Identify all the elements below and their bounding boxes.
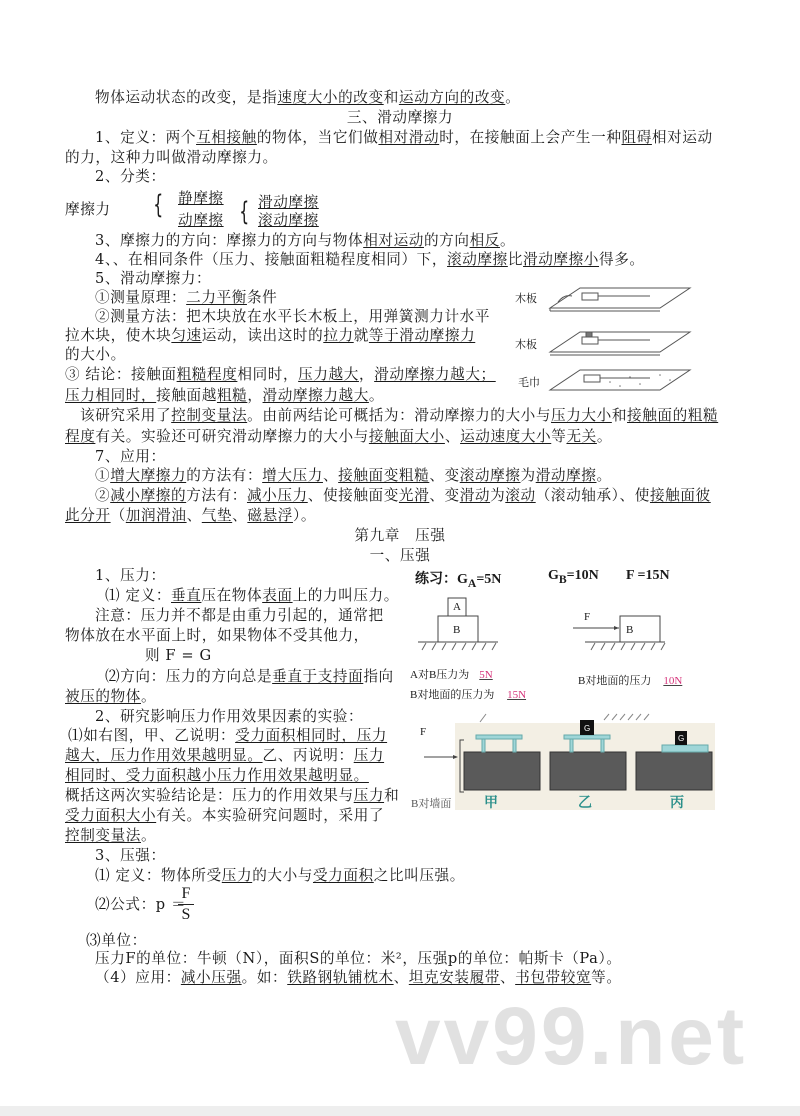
ga-value: =5N [476,572,502,587]
text-segment: 为 [520,467,536,484]
text-segment: ②测量方法：把木块放在水平长木板上，用弹簧测力计水平 [95,308,491,325]
answer-3: 10N [663,675,683,687]
wall-label: B对墙面 [411,798,452,810]
text-segment: 该研究采用了 [80,407,172,424]
text-segment: 5、滑动摩擦力： [95,270,212,287]
page-bottom-edge [0,1106,800,1116]
text-segment: ⑶单位： [86,932,147,949]
text-line [65,507,316,525]
text-line [95,567,166,585]
text-segment: ）。 [292,507,317,524]
text-segment: 。 [596,428,613,445]
text-segment: 的物体，当它们做 [256,129,379,146]
text-segment: 。 [505,89,521,106]
exercise-title: 练习： [415,572,457,587]
underlined-key-term: 控制变量法 [65,827,141,844]
f-value: F =15N [626,568,670,583]
text-segment: 和 [384,787,400,804]
text-segment: 、 [499,969,516,986]
watermark: vv99.net [395,991,748,1082]
text-segment: 的大小与 [252,867,313,884]
underlined-key-term: 滑动摩擦小 [523,251,600,268]
section-heading [0,109,800,127]
underlined-key-term: 被压的物体 [65,688,141,705]
text-segment: 等。 [591,969,622,986]
text-line [65,387,384,405]
text-line [65,627,369,645]
text-line [65,827,156,845]
question-2: B对地面的压力为 [410,689,495,701]
underlined-key-term: 坦克安装履带 [408,969,500,986]
underlined-key-term: 减小摩擦的 [110,487,187,504]
text-segment: ⑵方向：压力的方向总是 [105,668,273,685]
underlined-key-term: 越大，压力作用效果越明显。 [65,747,263,764]
text-line [145,647,212,665]
text-segment: 、 [232,507,248,524]
underlined-key-term: 光滑 [398,487,430,504]
text-segment: 。 [140,688,157,705]
underlined-key-term: 滑动摩擦 [535,467,597,484]
question-1: A对B压力为 [410,669,470,681]
text-segment: 。 [368,387,385,404]
text-segment: 压力F的单位：牛顿（N），面积S的单位：米²，压强p的单位：帕斯卡（Pa）。 [95,950,622,967]
text-line [65,787,399,805]
board-diagrams [540,282,700,397]
text-segment: 比 [507,251,524,268]
text-line [95,847,166,865]
text-line [95,487,711,505]
text-segment: 的大小。 [65,346,126,363]
text-segment: 、 [393,969,409,986]
ga-label: G [457,572,468,587]
text-segment: 之比叫压强。 [373,867,465,884]
underlined-key-term: 增大压力 [262,467,323,484]
text-segment: 物体运动状态的改变，是指 [95,89,278,106]
text-segment: 、使接触面变 [307,487,399,504]
text-line [65,767,369,785]
underlined-key-term: 速度大小的改变 [277,89,384,106]
underlined-key-term: 接触面彼 [649,487,711,504]
text-segment: ③ 结论：接触面 [65,366,177,383]
text-segment: 一、压强 [369,547,431,564]
tree-kinetic: 动摩擦 [178,212,224,229]
underlined-key-term: 等于滑动摩擦力 [368,327,476,344]
text-segment: 2、分类： [95,168,166,185]
underlined-key-term: 接触面大小 [368,428,445,445]
text-segment: 得多。 [599,251,645,268]
text-segment: 相对运动 [651,129,713,146]
text-segment: 方法有： [186,487,247,504]
answer-2: 15N [507,689,527,701]
text-segment: 接触面越 [156,387,217,404]
underlined-key-term: 加润滑油 [125,507,187,524]
text-segment: 概括这两次实验结论是：压力的作用效果与 [65,787,354,804]
underlined-key-term: 滑动摩擦力越大； [374,366,496,383]
text-line [86,932,147,950]
text-segment: 。 [140,827,157,844]
text-segment: ⑴ 定义： [105,587,172,604]
text-segment: 指向 [363,668,394,685]
chapter-heading [0,527,800,545]
underlined-key-term: 压力越大 [298,366,359,383]
text-line [95,308,490,326]
answer-1: 5N [479,669,493,681]
underlined-key-term: 接触面的粗糙 [627,407,719,424]
tree-rolling: 滚动摩擦 [258,212,319,229]
text-line [65,807,384,825]
underlined-key-term: 相对运动 [363,232,424,249]
text-segment: 有关。本实验研究问题时，采用了 [156,807,385,824]
text-segment: 4、、在相同条件（压力、接触面粗糙程度相同）下， [95,251,448,268]
text-line [65,346,126,364]
text-segment: 、 [444,428,461,445]
underlined-key-term: 滑动摩擦力越大 [262,387,369,404]
text-line [95,251,645,269]
text-segment: 、变 [429,487,460,504]
text-segment: 的力，这种力叫做滑动摩擦力。 [65,149,278,166]
underlined-key-term: 无关 [566,428,597,445]
underlined-key-term: 减小压力 [246,487,308,504]
underlined-key-term: 气垫 [201,507,233,524]
weight-label: G [584,724,591,733]
text-segment: 运动，读出这时的 [201,327,324,344]
text-segment: 3、压强： [95,847,166,864]
text-segment: （4）应用： [95,969,181,986]
underlined-key-term: 书包带较宽 [515,969,592,986]
underlined-key-term: 滚动 [505,487,536,504]
text-segment: 。如： [241,969,288,986]
tree-static: 静摩擦 [178,190,224,207]
text-line [95,448,166,466]
underlined-key-term: 受力面积相同时，压力 [235,727,388,744]
text-line [95,168,166,186]
text-segment: ① [95,467,111,484]
underlined-key-term: 垂直 [171,587,202,604]
text-segment: ①测量原理： [95,289,187,306]
underlined-key-term: 控制变量法 [171,407,248,424]
text-segment: 、 [322,467,339,484]
underlined-key-term: 程度 [65,428,96,445]
caption-bing: 丙 [670,796,684,811]
underlined-key-term: 此分开 [65,507,111,524]
text-segment: 条件 [246,289,278,306]
text-line [65,149,278,167]
text-segment: 的方向 [423,232,470,249]
underlined-key-term: 滚动摩擦 [459,467,521,484]
underlined-key-term: 受力面积大小 [65,807,157,824]
text-segment: 2、研究影响压力作用效果因素的实验： [95,708,364,725]
block-a-label: A [453,601,461,613]
text-segment: 。由前两结论可概括为：滑动摩擦力的大小与 [247,407,552,424]
underlined-key-term: 匀速 [171,327,202,344]
underlined-key-term: 运动速度大小 [460,428,552,445]
text-segment: 等 [551,428,567,445]
tree-sliding: 滑动摩擦 [258,194,319,211]
surface-label: 毛巾 [518,377,540,389]
text-segment: 为 [490,487,506,504]
text-line [80,407,718,425]
underlined-key-term: 压力相同时， [65,387,157,404]
force-label: F [584,611,591,623]
surface-label: 木板 [515,339,537,351]
text-segment: ⑵公式：p ＝ [95,896,187,913]
text-segment: 则 F = G [145,647,212,664]
underlined-key-term: 受力面积 [312,867,374,884]
section-heading [0,547,800,565]
text-line [95,607,384,625]
text-line [95,950,622,968]
text-segment: 时，在接触面上会产生一种 [439,129,622,146]
block-b-label: B [626,624,634,636]
text-line [65,366,496,384]
text-segment: 。 [499,232,516,249]
underlined-key-term: 压力 [221,867,253,884]
text-segment: 乙、丙说明： [262,747,354,764]
text-segment: 上的力叫压力。 [292,587,399,604]
underlined-key-term: 铁路钢轨铺枕木 [287,969,394,986]
underlined-key-term: 压力 [353,747,385,764]
underlined-key-term: 增大摩擦力 [110,467,187,484]
denominator: S [178,904,194,925]
text-segment: （ [110,507,126,524]
text-segment: 拉木块，使木块 [65,327,172,344]
gb-sub: B [558,572,567,586]
text-line [68,727,387,745]
pressure-formula-fraction [178,884,194,925]
tree-root: 摩擦力 [65,201,111,218]
text-line [95,89,520,107]
gb-label: G [548,568,559,583]
text-segment: 有关。实验还可研究滑动摩擦力的大小与 [95,428,369,445]
text-line [95,289,277,307]
text-line [65,428,612,446]
underlined-key-term: 粗糙 [216,387,248,404]
underlined-key-term: 表面 [262,587,293,604]
text-segment: ⑴如右图，甲、乙说明： [68,727,236,744]
underlined-key-term: 阻碍 [621,129,652,146]
underlined-key-term: 二力平衡 [186,289,247,306]
underlined-key-term: 压力大小 [551,407,612,424]
text-segment: 就 [353,327,369,344]
text-line [95,867,465,885]
text-segment: 7、应用： [95,448,166,465]
text-segment: 。 [596,467,612,484]
text-segment: ② [95,487,111,504]
ga-sub: A [467,576,477,590]
text-line [105,587,399,605]
underlined-key-term: 减小压强 [180,969,242,986]
underlined-key-term: 运动方向的改变 [398,89,506,106]
text-line [95,708,363,726]
question-3: B对地面的压力 [578,675,652,687]
text-line [95,232,515,250]
text-segment: 三、滑动摩擦力 [346,109,454,126]
text-line [65,688,156,706]
text-segment: 物体放在水平面上时，如果物体不受其他力， [65,627,369,644]
underlined-key-term: 互相接触 [196,129,257,146]
text-segment: 1、定义：两个 [95,129,197,146]
text-line [95,969,622,987]
text-segment: 、 [186,507,202,524]
text-segment: ⑴ 定义：物体所受 [95,867,222,884]
text-segment: 3、摩擦力的方向：摩擦力的方向与物体 [95,232,364,249]
underlined-key-term: 相反 [469,232,500,249]
force-label: F [420,726,427,738]
underlined-key-term: 磁悬浮 [247,507,293,524]
text-segment: 和 [383,89,399,106]
text-segment: ， [247,387,263,404]
text-line [65,747,384,765]
underlined-key-term: 压力 [353,787,385,804]
caption-yi: 乙 [578,796,592,811]
text-segment: 1、压力： [95,567,166,584]
underlined-key-term: 粗糙程度 [176,366,238,383]
text-line [95,467,612,485]
text-line [95,896,186,914]
surface-label: 木板 [515,293,537,305]
text-line [95,129,713,147]
brace-icon: { [153,190,164,220]
weight-label: G [678,734,685,743]
underlined-key-term: 滚动摩擦 [447,251,508,268]
text-segment: 第九章 压强 [354,527,446,544]
underlined-key-term: 接触面变粗糙 [338,467,430,484]
text-line [95,270,211,288]
gb-value: =10N [566,568,599,583]
text-segment: 和 [611,407,628,424]
text-segment: ， [358,366,375,383]
text-segment: 相同时， [237,366,299,383]
text-line [65,327,475,345]
block-b-label: B [453,624,461,636]
text-segment: （滚动轴承）、使 [535,487,650,504]
text-segment: 、变 [429,467,460,484]
text-segment: 注意：压力并不都是由重力引起的，通常把 [95,607,384,624]
numerator: F [181,885,191,902]
text-line [105,668,394,686]
underlined-key-term: 相对滑动 [378,129,440,146]
underlined-key-term: 滑动 [459,487,491,504]
underlined-key-term: 拉力 [323,327,354,344]
underlined-key-term: 相同时、受力面积越小压力作用效果越明显。 [65,767,369,784]
underlined-key-term: 垂直于支持面 [272,668,364,685]
caption-jia: 甲 [484,796,498,811]
text-segment: 压在物体 [201,587,263,604]
text-segment: 的方法有： [186,467,263,484]
brace-icon: { [239,197,250,227]
